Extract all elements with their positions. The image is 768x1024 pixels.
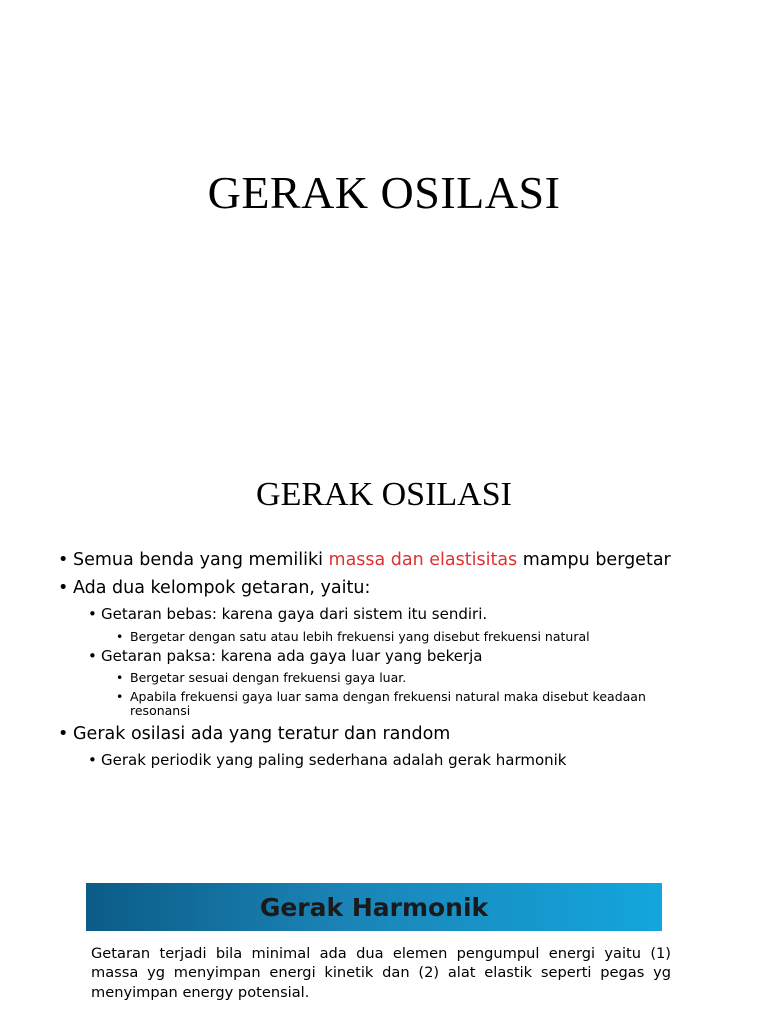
bullet-text: Semua benda yang memiliki <box>73 550 329 570</box>
slide-2 <box>0 430 768 850</box>
bullet-harmonic: • Gerak periodik yang paling sederhana adalah gerak harmonik <box>88 752 748 769</box>
gerak-harmonik-banner <box>86 883 662 931</box>
slide-2-title: GERAK OSILASI <box>256 476 512 513</box>
bullet-text: mampu bergetar <box>517 550 671 570</box>
slide-1 <box>0 0 768 430</box>
bullet-list <box>58 550 748 776</box>
bullet-resonance: • Apabila frekuensi gaya luar sama dengan frekuensi natural maka disebut keadaan resonansi <box>116 690 670 719</box>
gerak-harmonik-body: Getaran terjadi bila minimal ada dua elemen pengumpul energi yaitu (1) massa yg menyimpan energi kinetik dan (2) alat elastik seperti pegas yg menyimpan energy potensial. <box>91 945 671 1001</box>
bullet-natural-frequency: • Bergetar dengan satu atau lebih frekuensi yang disebut frekuensi natural <box>116 630 670 644</box>
highlight-text: massa dan elastisitas <box>328 550 518 570</box>
bullet-free-vibration: • Getaran bebas: karena gaya dari sistem itu sendiri. <box>88 606 748 623</box>
banner-title: Gerak Harmonik <box>259 892 489 922</box>
bullet-regular-random: • Gerak osilasi ada yang teratur dan random <box>58 724 748 744</box>
bullet-vibration-groups: • Ada dua kelompok getaran, yaitu: <box>58 578 748 598</box>
bullet-mass-elasticity <box>58 550 748 570</box>
bullet-forced-vibration: • Getaran paksa: karena ada gaya luar yang bekerja <box>88 648 748 665</box>
bullet-external-frequency: • Bergetar sesuai dengan frekuensi gaya luar. <box>116 671 670 685</box>
slide-1-title: GERAK OSILASI <box>207 167 561 218</box>
